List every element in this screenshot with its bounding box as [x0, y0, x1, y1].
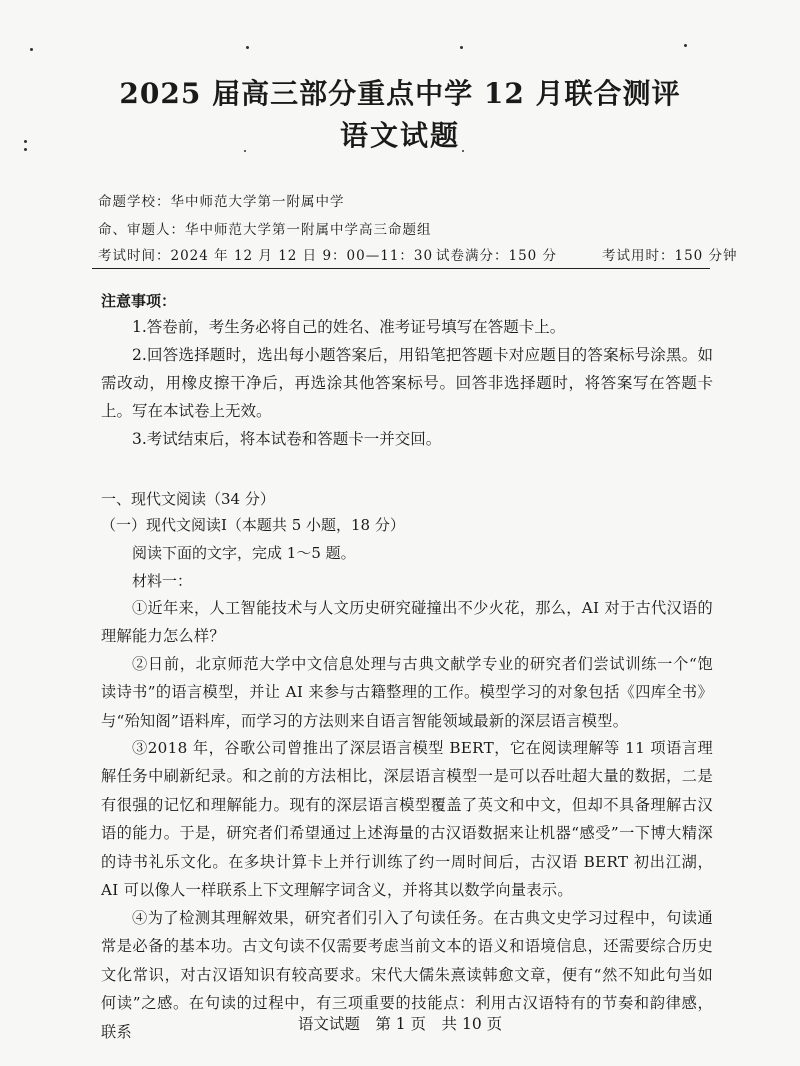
meta-duration: 考试用时：150 分钟 [602, 248, 738, 264]
scan-speck [684, 44, 687, 47]
meta-exam-time: 考试时间：2024 年 12 月 12 日 9：00—11：30 [98, 248, 434, 264]
article-paragraph: ④为了检测其理解效果，研究者们引入了句读任务。在古典文史学习过程中，句读通常是必备的基本功。古文句读不仅需要考虑当前文本的语义和语境信息，还需要综合历史文化常识，对古汉语知识有较高要求。宋代大儒朱熹读韩愈文章，便有“然不知此句当如何读”之感。在句读的过程中，有三项重要的技能点：利用古汉语特有的节奏和韵律感，联系 [101, 909, 713, 1041]
article-paragraph: ③2018 年，谷歌公司曾推出了深层语言模型 BERT，它在阅读理解等 11 项语言理解任务中刷新纪录。和之前的方法相比，深层语言模型一是可以吞吐超大量的数据，二是有很强的记忆和理解能力。现有的深层语言模型覆盖了英文和中文，但却不具备理解古汉语的能力。于是，研究者们希望通过上述海量的古汉语数据来让机器“感受”一下博大精深的诗书礼乐文化。在多块计算卡上并行训练了约一周时间后，古汉语 BERT 初出江湖，AI 可以像人一样联系上下文理解字词含义，并将其以数学向量表示。 [101, 739, 713, 900]
section-instruction: 阅读下面的文字，完成 1～5 题。 [132, 544, 356, 562]
notice-item: 2.回答选择题时，选出每小题答案后，用铅笔把答题卡对应题目的答案标号涂黑。如需改动，用橡皮擦干净后，再选涂其他答案标号。回答非选择题时，将答案写在答题卡上。写在本试卷上无效。 [101, 346, 713, 420]
notice-item: 1.答卷前，考生务必将自己的姓名、准考证号填写在答题卡上。 [132, 318, 566, 336]
page-footer: 语文试题 第 1 页 共 10 页 [297, 1015, 503, 1033]
meta-school: 命题学校：华中师范大学第一附属中学 [98, 194, 345, 210]
notice-item: 3.考试结束后，将本试卷和答题卡一并交回。 [132, 430, 442, 448]
exam-title: 2025 届高三部分重点中学 12 月联合测评 [119, 77, 681, 110]
material-label: 材料一： [132, 572, 193, 590]
meta-full-score: 试卷满分：150 分 [436, 248, 558, 264]
scan-speck [30, 48, 33, 51]
header-divider [92, 268, 710, 269]
article-paragraph: ①近年来，人工智能技术与人文历史研究碰撞出不少火花，那么，AI 对于古代汉语的理解能力怎么样？ [101, 599, 713, 646]
section-subheading: （一）现代文阅读Ⅰ（本题共 5 小题，18 分） [101, 516, 405, 534]
meta-reviewers: 命、审题人：华中师范大学第一附属中学高三命题组 [98, 222, 432, 238]
exam-subject: 语文试题 [339, 119, 460, 152]
article-paragraph: ②日前，北京师范大学中文信息处理与古典文献学专业的研究者们尝试训练一个“饱读诗书”的语言模型，并让 AI 来参与古籍整理的工作。模型学习的对象包括《四库全书》与“殆知阁”语料库，而学习的方法则来自语言智能领域最新的深层语言模型。 [101, 655, 713, 730]
notice-title: 注意事项： [101, 292, 177, 310]
scan-speck [460, 46, 463, 49]
section-heading: 一、现代文阅读（34 分） [101, 490, 275, 508]
scan-speck [246, 46, 249, 49]
